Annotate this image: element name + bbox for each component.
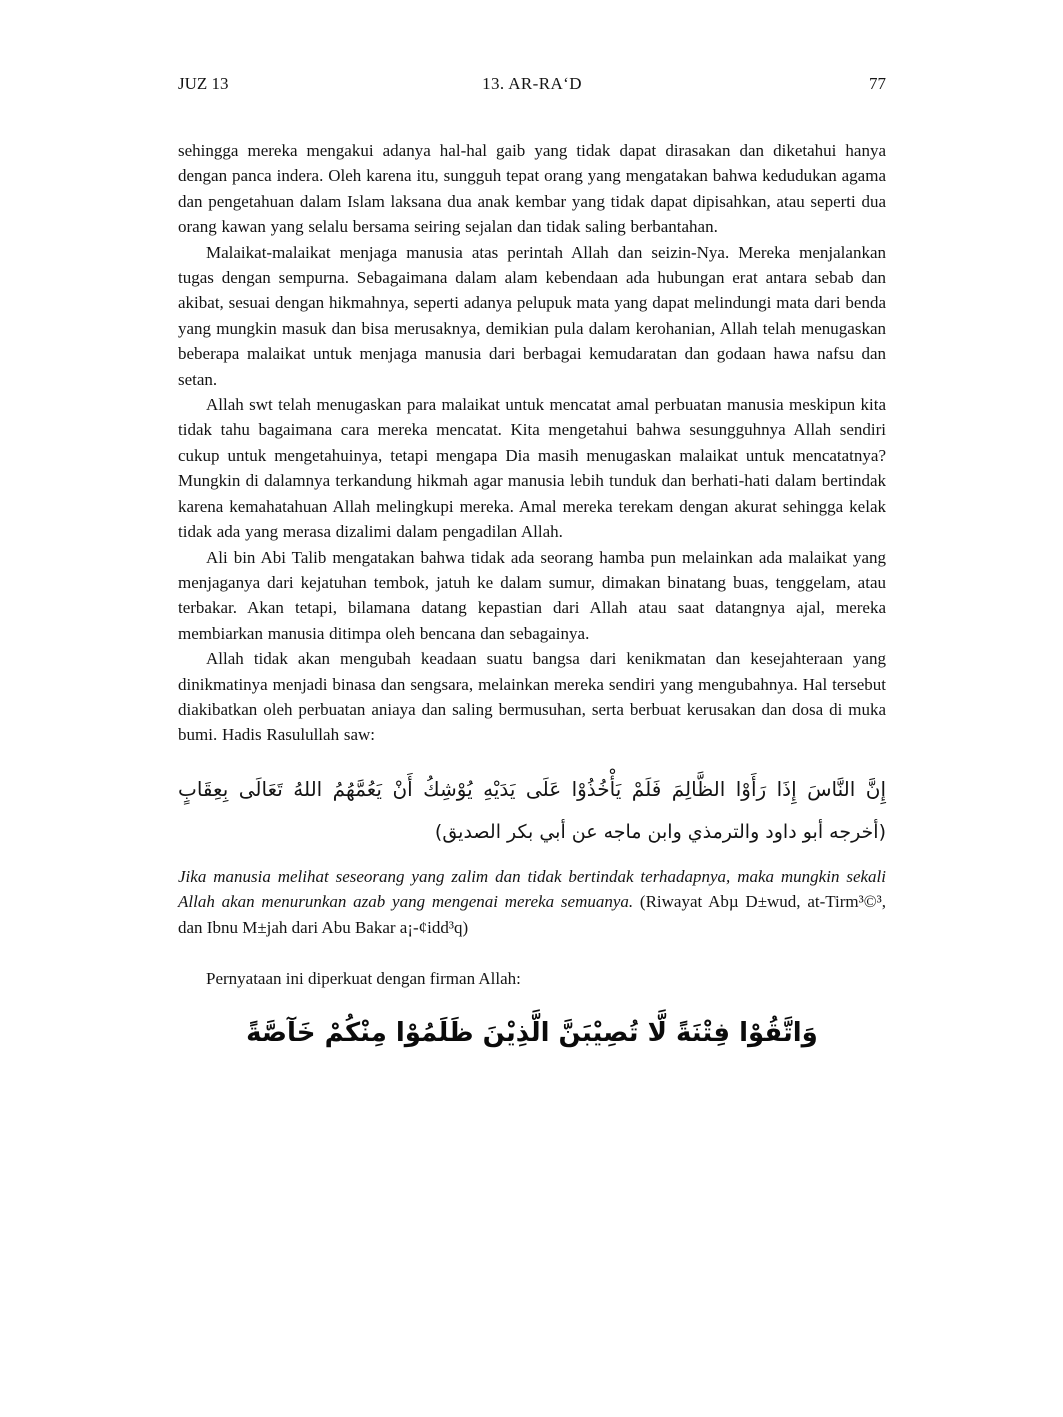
closing-line: Pernyataan ini diperkuat dengan firman Allah: xyxy=(206,968,521,988)
page-number: 77 xyxy=(869,74,886,93)
body-paragraph-2: Malaikat-malaikat menjaga manusia atas perintah Allah dan seizin-Nya. Mereka menjalankan tugas dengan sempurna. Sebagaimana dalam alam kebendaan ada hubungan erat antara sebab dan akibat, sesuai dengan hikmahnya, seperti adanya pelupuk mata yang dapat melindungi mata dari benda yang mungkin masuk dan bisa merusaknya, demikian pula dalam kerohanian, Allah telah menugaskan beberapa malaikat untuk menjaga manusia dari berbagai kemudaratan dan godaan hawa nafsu dan setan. xyxy=(178,242,886,389)
hadith-translation-italic: Jika manusia melihat seseorang yang zalim dan tidak bertindak terhadapnya, maka mungkin sekali Allah akan menurunkan azab yang mengenai mereka semuanya. xyxy=(178,866,886,912)
page-header xyxy=(178,74,886,94)
body-paragraph-4: Ali bin Abi Talib mengatakan bahwa tidak ada seorang hamba pun melainkan ada malaikat yang menjaganya dari kejatuhan tembok, jatuh ke dalam sumur, dimakan binatang buas, tenggelam, atau terbakar. Akan tetapi, bilamana datang kepastian dari Allah atau saat datangnya ajal, mereka membiarkan manusia ditimpa oleh bencana dan sebagainya. xyxy=(178,547,886,643)
body-paragraph-3: Allah swt telah menugaskan para malaikat untuk mencatat amal perbuatan manusia meskipun kita tidak tahu bagaimana cara mereka mencatat. Kita mengetahui bahwa sesungguhnya Allah sendiri cukup untuk mengetahuinya, tetapi mengapa Dia masih menugaskan malaikat untuk mencatatnya? Mungkin di dalamnya terkandung hikmah agar manusia lebih tunduk dan berhati-hati dalam bertindak karena kemahatahuan Allah melingkupi mereka. Amal mereka terekam dengan akurat sehingga kelak tidak ada yang merasa dizalimi dalam pengadilan Allah. xyxy=(178,395,886,542)
body-text xyxy=(178,138,886,1059)
surah-title: 13. AR-RA‘D xyxy=(482,74,582,93)
juz-label: JUZ 13 xyxy=(178,74,229,93)
body-paragraph-5: Allah tidak akan mengubah keadaan suatu bangsa dari kenikmatan dan kesejahteraan yang dinikmatinya menjadi binasa dan sengsara, melainkan mereka sendiri yang mengubahnya. Hal tersebut diakibatkan oleh perbuatan aniaya dan saling bermusuhan, serta berbuat kerusakan dan dosa di muka bumi. Hadis Rasulullah saw: xyxy=(178,649,886,745)
hadith-translation xyxy=(178,864,886,940)
hadith-arabic-text: إِنَّ النَّاسَ إِذَا رَأَوْا الظَّالِمَ فَلَمْ يَأْخُذُوْا عَلَى يَدَيْهِ يُوْشِكُ أَنْ يَعُمَّهُمُ اللهُ تَعَالَى بِعِقَابٍ xyxy=(178,776,886,801)
hadith-arabic-block xyxy=(178,768,886,852)
body-paragraph-1: sehingga mereka mengakui adanya hal-hal gaib yang tidak dapat dirasakan dan diketahui hanya dengan panca indera. Oleh karena itu, sungguh tepat orang yang mengatakan bahwa kedudukan agama dan pengetahuan dalam Islam laksana dua anak kembar yang tidak dapat dipisahkan, atau seperti dua orang kawan yang selalu bersama seiring sejalan dan tidak saling berbantahan. xyxy=(178,141,886,237)
quran-verse-arabic: وَاتَّقُوْا فِتْنَةً لَّا تُصِيْبَنَّ الَّذِيْنَ ظَلَمُوْا مِنْكُمْ خَآصَّةً xyxy=(246,1018,818,1049)
hadith-translation-citation: (Riwayat Abµ D±wud, at-Tirm³©³, dan Ibnu M±jah dari Abu Bakar a¡-¢idd³q) xyxy=(178,892,887,937)
hadith-arabic-source: (أخرجه أبو داود والترمذي وابن ماجه عن أبي بكر الصديق) xyxy=(434,820,886,843)
